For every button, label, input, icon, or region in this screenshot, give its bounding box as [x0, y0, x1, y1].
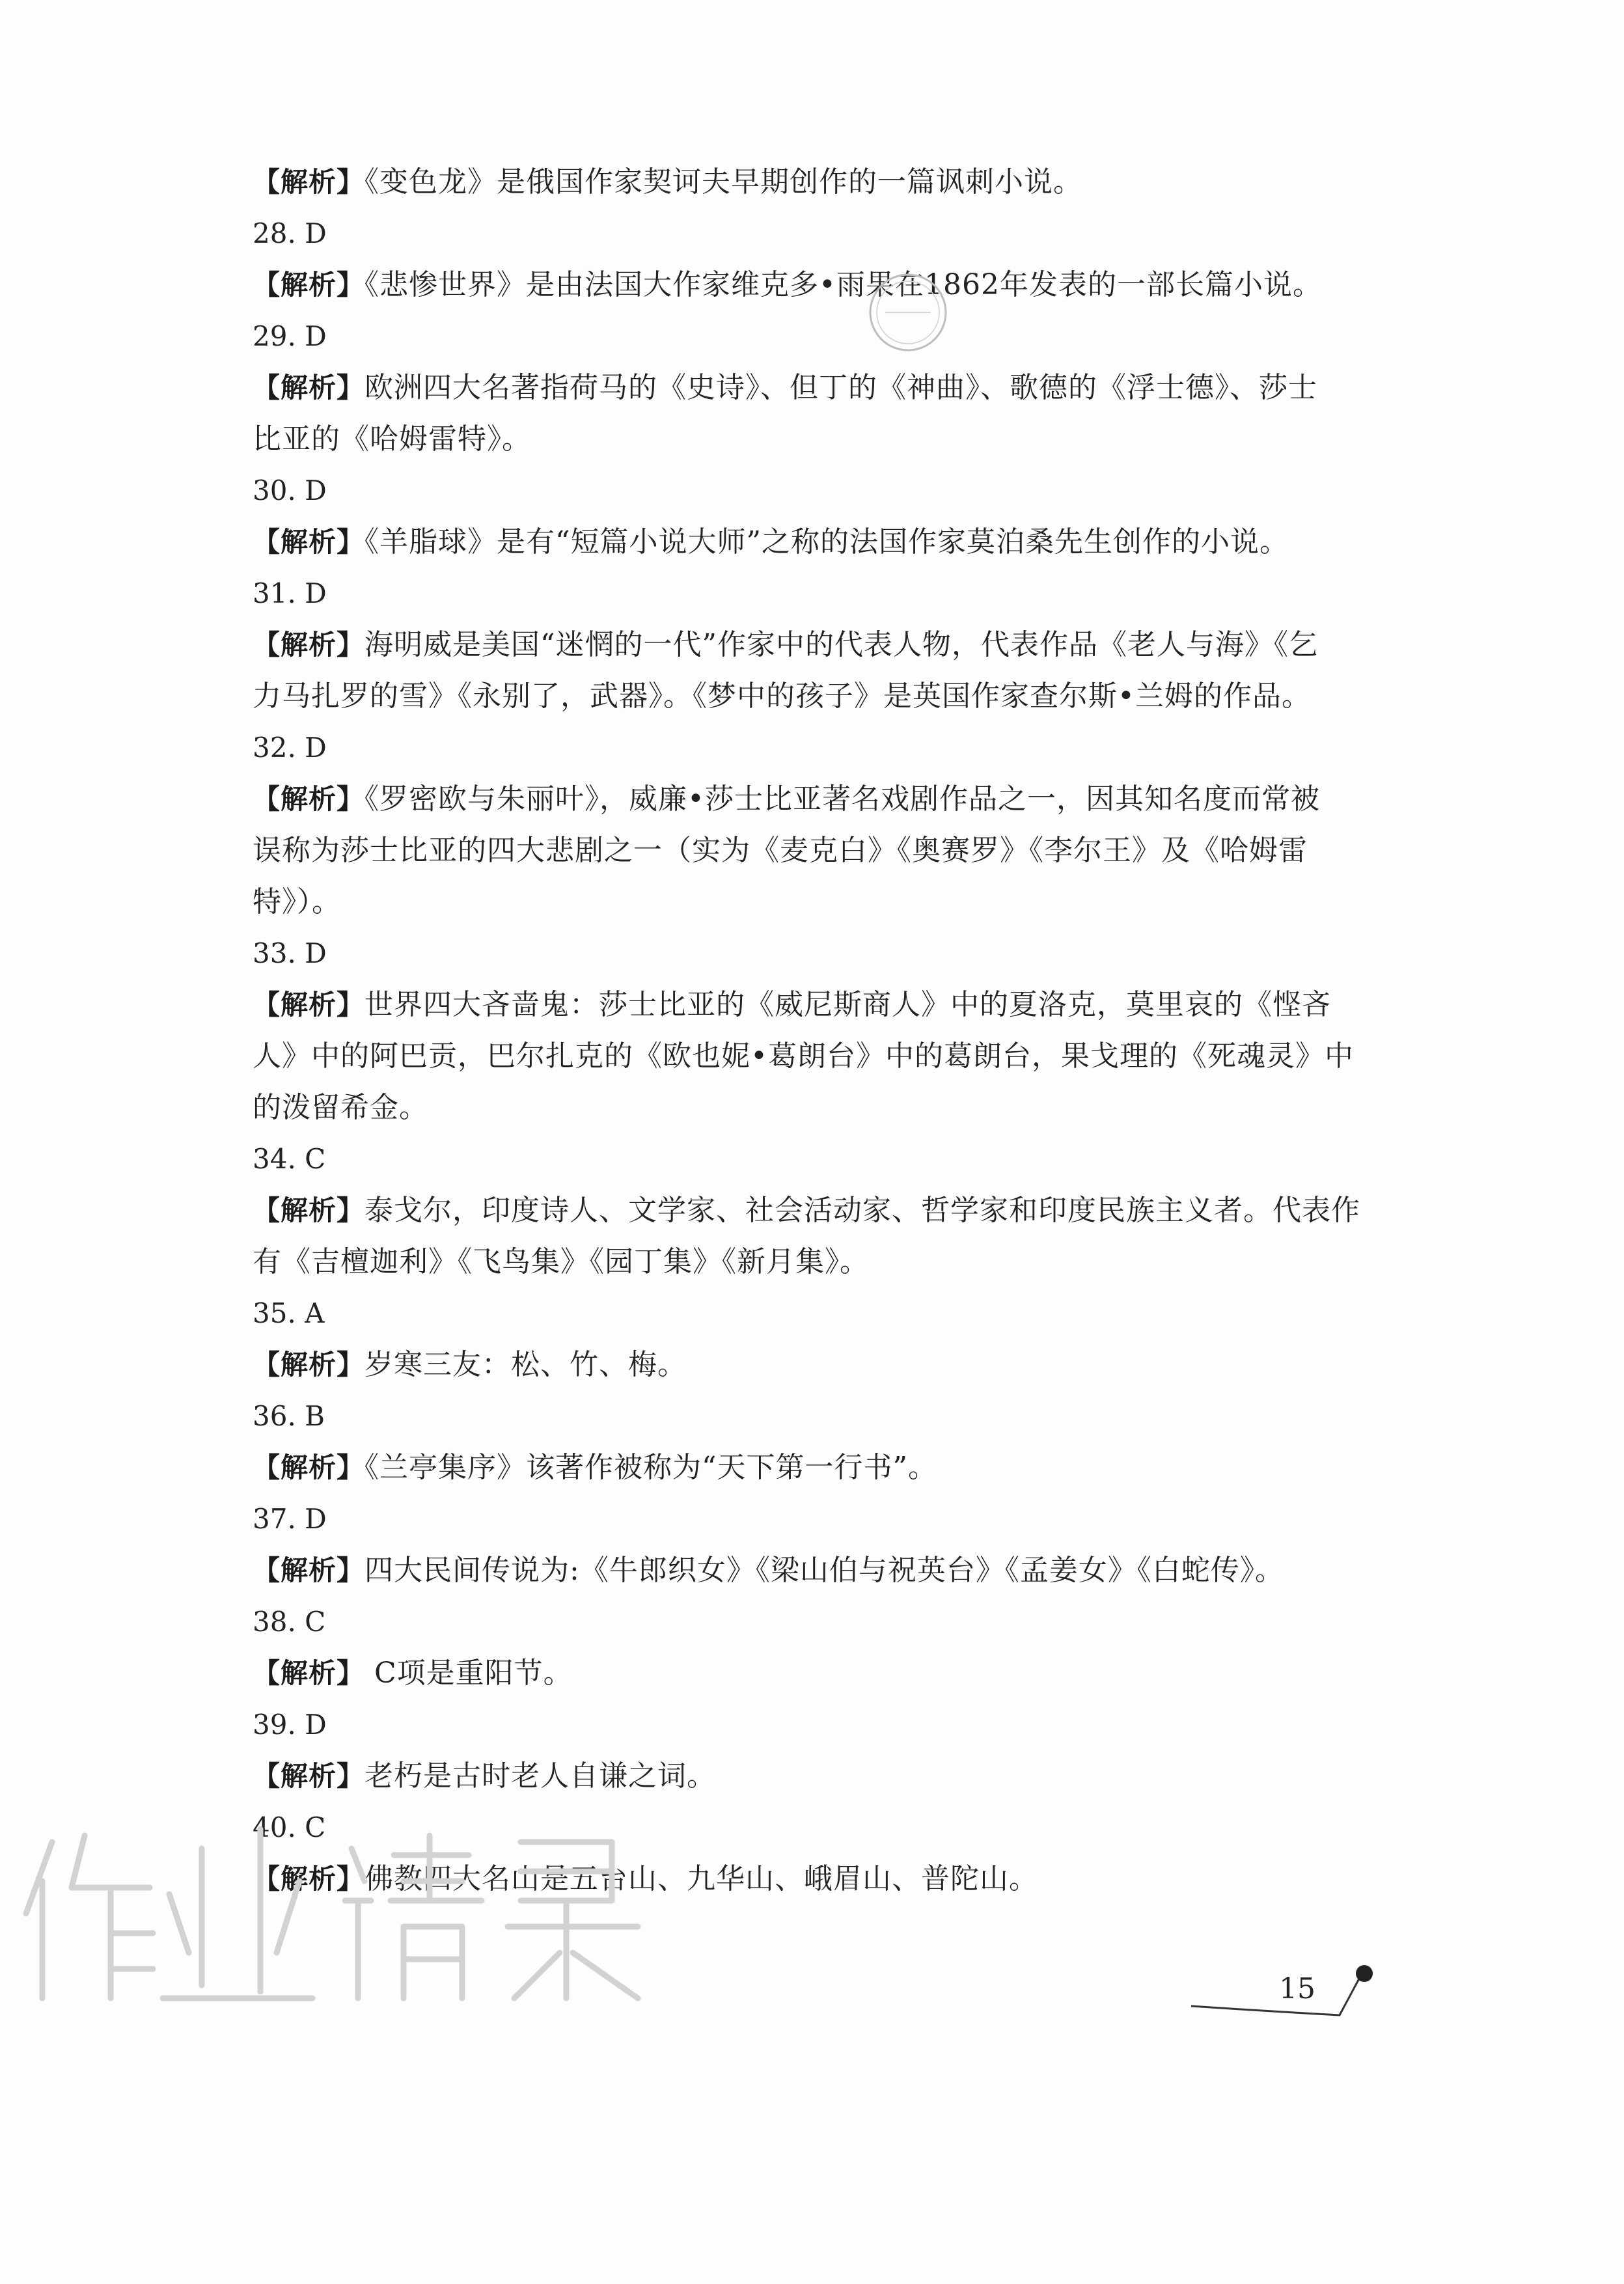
explanation-line	[253, 516, 1424, 568]
explanation-text: 泰戈尔，印度诗人、文学家、社会活动家、哲学家和印度民族主义者。代表作	[365, 1194, 1361, 1227]
answer-key: 31. D	[253, 577, 327, 609]
explanation-line	[253, 773, 1424, 825]
explanation-line	[253, 1545, 1424, 1596]
explanation-line	[253, 259, 1424, 310]
explanation-label: 【解析】	[253, 1657, 365, 1689]
answer-key: 39. D	[253, 1709, 327, 1741]
explanation-text: 海明威是美国“迷惘的一代”作家中的代表人物，代表作品《老人与海》《乞	[365, 628, 1319, 661]
answer-key: 37. D	[253, 1503, 327, 1535]
explanation-continuation: 误称为莎士比亚的四大悲剧之一（实为《麦克白》《奥赛罗》《李尔王》及《哈姆雷	[253, 834, 1308, 867]
explanation-line	[253, 1339, 1424, 1390]
explanation-text: 《变色龙》是俄国作家契诃夫早期创作的一篇讽刺小说。	[365, 165, 1083, 199]
explanation-text: 《羊脂球》是有“短篇小说大师”之称的法国作家莫泊桑先生创作的小说。	[365, 525, 1289, 558]
explanation-label: 【解析】	[253, 269, 365, 301]
explanation-line	[253, 619, 1424, 670]
explanation-text: 《悲惨世界》是由法国大作家维克多•雨果在1862年发表的一部长篇小说。	[365, 268, 1322, 301]
answer-key: 36. B	[253, 1400, 325, 1432]
explanation-line	[253, 1750, 1424, 1802]
explanation-label: 【解析】	[253, 1194, 365, 1226]
explanation-line	[253, 1442, 1424, 1493]
watermark-seal-icon	[862, 267, 954, 358]
explanation-text: 老朽是古时老人自谦之词。	[365, 1759, 717, 1793]
explanation-label: 【解析】	[253, 783, 365, 815]
explanation-label: 【解析】	[253, 629, 365, 661]
page-number-badge	[1191, 1959, 1386, 2037]
answer-explanations	[253, 156, 1424, 1905]
explanation-line	[253, 156, 1424, 208]
explanation-label: 【解析】	[253, 526, 365, 558]
explanation-text: C项是重阳节。	[365, 1657, 573, 1690]
answer-key: 29. D	[253, 320, 327, 352]
explanation-continuation: 有《吉檀迦利》《飞鸟集》《园丁集》《新月集》。	[253, 1245, 869, 1278]
explanation-text: 佛教四大名山是五台山、九华山、峨眉山、普陀山。	[365, 1862, 1039, 1895]
explanation-line	[253, 1647, 1424, 1699]
answer-key: 34. C	[253, 1143, 326, 1175]
explanation-label: 【解析】	[253, 1760, 365, 1792]
answer-key: 38. C	[253, 1606, 326, 1638]
explanation-continuation: 的泼留希金。	[253, 1091, 428, 1124]
explanation-label: 【解析】	[253, 1349, 365, 1381]
page-number: 15	[1279, 1972, 1315, 2005]
explanation-text: 《罗密欧与朱丽叶》，威廉•莎士比亚著名戏剧作品之一，因其知名度而常被	[365, 782, 1320, 816]
explanation-label: 【解析】	[253, 1863, 365, 1895]
answer-key: 32. D	[253, 732, 327, 764]
answer-key: 35. A	[253, 1297, 325, 1329]
explanation-continuation: 力马扎罗的雪》《永别了，武器》。《梦中的孩子》是英国作家查尔斯•兰姆的作品。	[253, 680, 1311, 713]
explanation-label: 【解析】	[253, 166, 365, 198]
answer-key: 40. C	[253, 1811, 326, 1843]
explanation-label: 【解析】	[253, 989, 365, 1021]
answer-key: 28. D	[253, 217, 327, 249]
explanation-text: 《兰亭集序》该著作被称为“天下第一行书”。	[365, 1451, 938, 1484]
explanation-text: 岁寒三友：松、竹、梅。	[365, 1348, 687, 1381]
explanation-line	[253, 1185, 1424, 1236]
explanation-label: 【解析】	[253, 1554, 365, 1586]
explanation-text: 欧洲四大名著指荷马的《史诗》、但丁的《神曲》、歌德的《浮士德》、莎士	[365, 371, 1318, 404]
explanation-continuation: 特》）。	[253, 885, 341, 918]
explanation-continuation: 比亚的《哈姆雷特》。	[253, 422, 531, 456]
watermark-logo-icon	[13, 1803, 664, 2018]
answer-key: 30. D	[253, 475, 327, 506]
explanation-line	[253, 979, 1424, 1030]
answer-key: 33. D	[253, 937, 327, 969]
explanation-label: 【解析】	[253, 372, 365, 404]
explanation-label: 【解析】	[253, 1452, 365, 1483]
explanation-text: 世界四大吝啬鬼：莎士比亚的《威尼斯商人》中的夏洛克，莫里哀的《悭吝	[365, 988, 1332, 1021]
explanation-line	[253, 362, 1424, 413]
explanation-text: 四大民间传说为:《牛郎织女》《梁山伯与祝英台》《孟姜女》《白蛇传》。	[365, 1554, 1284, 1587]
explanation-continuation: 人》中的阿巴贡，巴尔扎克的《欧也妮•葛朗台》中的葛朗台，果戈理的《死魂灵》中	[253, 1039, 1354, 1073]
